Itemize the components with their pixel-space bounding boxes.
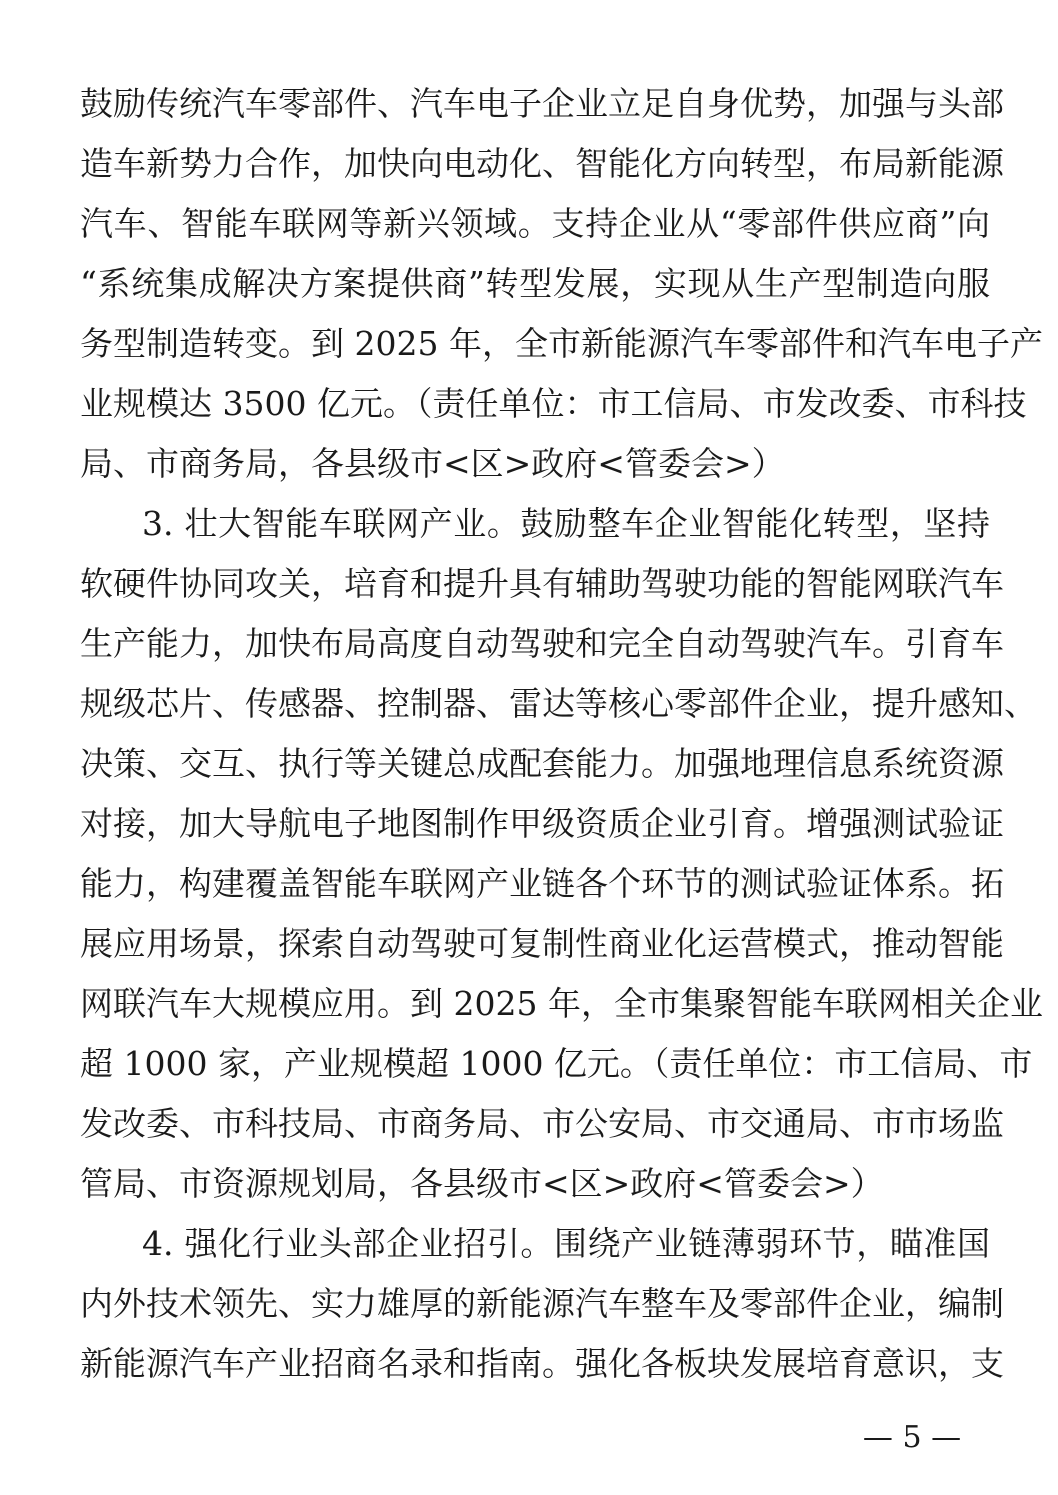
text-line: 发改委、市科技局、市商务局、市公安局、市交通局、市市场监 xyxy=(80,1104,1004,1143)
text-line: “系统集成解决方案提供商”转型发展，实现从生产型制造向服 xyxy=(80,264,990,303)
text-line: 业规模达 3500 亿元。（责任单位：市工信局、市发改委、市科技 xyxy=(80,384,1027,423)
text-line: 展应用场景，探索自动驾驶可复制性商业化运营模式，推动智能 xyxy=(80,924,1004,963)
text-line: 局、市商务局，各县级市<区>政府<管委会>） xyxy=(80,444,785,483)
text-line: 网联汽车大规模应用。到 2025 年，全市集聚智能车联网相关企业 xyxy=(80,984,1043,1023)
text-line: 汽车、智能车联网等新兴领域。支持企业从“零部件供应商”向 xyxy=(80,204,990,243)
text-line: 新能源汽车产业招商名录和指南。强化各板块发展培育意识，支 xyxy=(80,1344,1004,1383)
text-line: 鼓励传统汽车零部件、汽车电子企业立足自身优势，加强与头部 xyxy=(80,84,1004,123)
page-number: — 5 — xyxy=(862,1420,962,1455)
text-line: 对接，加大导航电子地图制作甲级资质企业引育。增强测试验证 xyxy=(80,804,1004,843)
text-line: 3. 壮大智能车联网产业。鼓励整车企业智能化转型，坚持 xyxy=(142,504,990,543)
text-line: 决策、交互、执行等关键总成配套能力。加强地理信息系统资源 xyxy=(80,744,1004,783)
text-line: 生产能力，加快布局高度自动驾驶和完全自动驾驶汽车。引育车 xyxy=(80,624,1004,663)
text-line: 内外技术领先、实力雄厚的新能源汽车整车及零部件企业，编制 xyxy=(80,1284,1004,1323)
text-line: 软硬件协同攻关，培育和提升具有辅助驾驶功能的智能网联汽车 xyxy=(80,564,1004,603)
text-line: 4. 强化行业头部企业招引。围绕产业链薄弱环节，瞄准国 xyxy=(142,1224,990,1263)
text-line: 管局、市资源规划局，各县级市<区>政府<管委会>） xyxy=(80,1164,884,1203)
text-line: 造车新势力合作，加快向电动化、智能化方向转型，布局新能源 xyxy=(80,144,1004,183)
text-line: 规级芯片、传感器、控制器、雷达等核心零部件企业，提升感知、 xyxy=(80,684,1037,723)
text-line: 务型制造转变。到 2025 年，全市新能源汽车零部件和汽车电子产 xyxy=(80,324,1043,363)
text-line: 能力，构建覆盖智能车联网产业链各个环节的测试验证体系。拓 xyxy=(80,864,1004,903)
text-line: 超 1000 家，产业规模超 1000 亿元。（责任单位：市工信局、市 xyxy=(80,1044,1033,1083)
